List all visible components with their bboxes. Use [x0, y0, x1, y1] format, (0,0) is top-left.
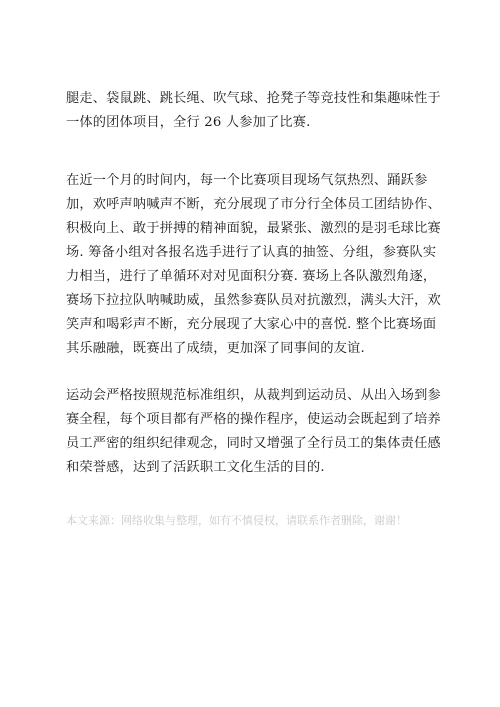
paragraph-line: 赛全程，每个项目都有严格的操作程序，使运动会既起到了培养	[66, 412, 441, 427]
paragraph-line: 笑声和喝彩声不断，充分展现了大家心中的喜悦. 整个比赛场面	[66, 317, 437, 332]
paragraph-line: 赛场下拉拉队呐喊助威，虽然参赛队员对抗激烈，满头大汗，欢	[66, 293, 441, 308]
paragraph-line: 其乐融融，既赛出了成绩，更加深了同事间的友谊.	[66, 341, 365, 356]
paragraph-1	[66, 87, 444, 135]
paragraph-line: 一体的团体项目，全行 26 人参加了比赛.	[66, 115, 311, 130]
paragraph-line: 积极向上、敢于拼搏的精神面貌，最紧张、激烈的是羽毛球比赛	[66, 221, 441, 236]
paragraph-2	[66, 169, 444, 361]
paragraph-line: 运动会严格按照规范标准组织，从裁判到运动员、从出入场到参	[66, 388, 441, 403]
paragraph-line: 在近一个月的时间内，每一个比赛项目现场气氛热烈、踊跃参	[66, 173, 428, 188]
paragraph-line: 和荣誉感，达到了活跃职工文化生活的目的.	[66, 460, 325, 475]
paragraph-3	[66, 384, 444, 480]
paragraph-line: 加，欢呼声呐喊声不断，充分展现了市分行全体员工团结协作、	[66, 197, 441, 212]
paragraph-line: 场. 筹备小组对各报名选手进行了认真的抽签、分组，参赛队实	[66, 245, 437, 260]
paragraph-line: 力相当，进行了单循环对对见面积分赛. 赛场上各队激烈角逐，	[66, 269, 437, 284]
source-note: 本文来源：网络收集与整理，如有不慎侵权，请联系作者删除，谢谢！	[66, 514, 407, 527]
paragraph-line: 员工严密的组织纪律观念，同时又增强了全行员工的集体责任感	[66, 436, 441, 451]
paragraph-line: 腿走、袋鼠跳、跳长绳、吹气球、抢凳子等竞技性和集趣味性于	[66, 91, 441, 106]
